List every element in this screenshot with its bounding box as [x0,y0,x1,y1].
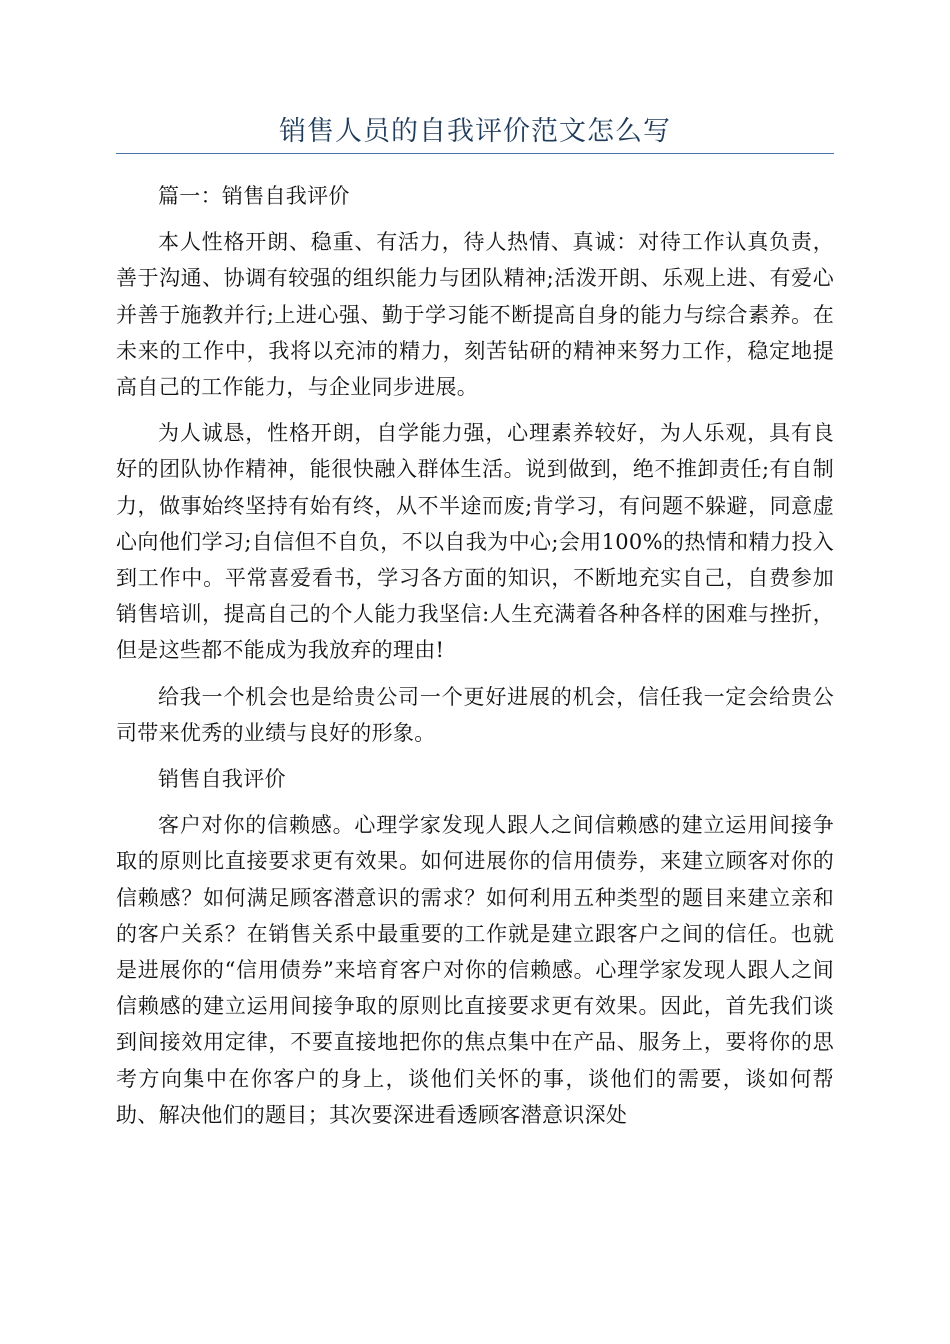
paragraph-character: 为人诚恳，性格开朗，自学能力强，心理素养较好，为人乐观，具有良好的团队协作精神，能很快融入群体生活。说到做到，绝不推卸责任;有自制力，做事始终坚持有始有终，从不半途而废;肯学习，有问题不躲避，同意虚心向他们学习;自信但不自负，不以自我为中心;会用100%的热情和精力投入到工作中。平常喜爱看书，学习各方面的知识，不断地充实自己，自费参加销售培训，提高自己的个人能力我坚信:人生充满着各种各样的困难与挫折，但是这些都不能成为我放弃的理由! [116,421,834,663]
section-heading-2: 销售自我评价 [158,767,286,792]
section-heading-1: 篇一：销售自我评价 [158,184,350,208]
paragraph-personality: 本人性格开朗、稳重、有活力，待人热情、真诚：对待工作认真负责，善于沟通、协调有较强的组织能力与团队精神;活泼开朗、乐观上进、有爱心并善于施教并行;上进心强、勤于学习能不断提高自身的能力与综合素养。在未来的工作中，我将以充沛的精力，刻苦钻研的精神来努力工作，稳定地提高自己的工作能力，与企业同步进展。 [116,230,834,400]
title-underline [116,153,834,154]
document-title: 销售人员的自我评价范文怎么写 [279,116,671,147]
document-body [116,178,834,1143]
paragraph-customer-trust: 客户对你的信赖感。心理学家发现人跟人之间信赖感的建立运用间接争取的原则比直接要求更有效果。如何进展你的信用债券，来建立顾客对你的信赖感？如何满足顾客潜意识的需求？如何利用五种类型的题目来建立亲和的客户关系？在销售关系中最重要的工作就是建立跟客户之间的信任。也就是进展你的“信用债券”来培育客户对你的信赖感。心理学家发现人跟人之间信赖感的建立运用间接争取的原则比直接要求更有效果。因此，首先我们谈到间接效用定律，不要直接地把你的焦点集中在产品、服务上，要将你的思考方向集中在你客户的身上，谈他们关怀的事，谈他们的需要，谈如何帮助、解决他们的题目；其次要深进看透顾客潜意识深处 [116,813,834,1127]
paragraph-opportunity: 给我一个机会也是给贵公司一个更好进展的机会，信任我一定会给贵公司带来优秀的业绩与良好的形象。 [116,684,834,745]
